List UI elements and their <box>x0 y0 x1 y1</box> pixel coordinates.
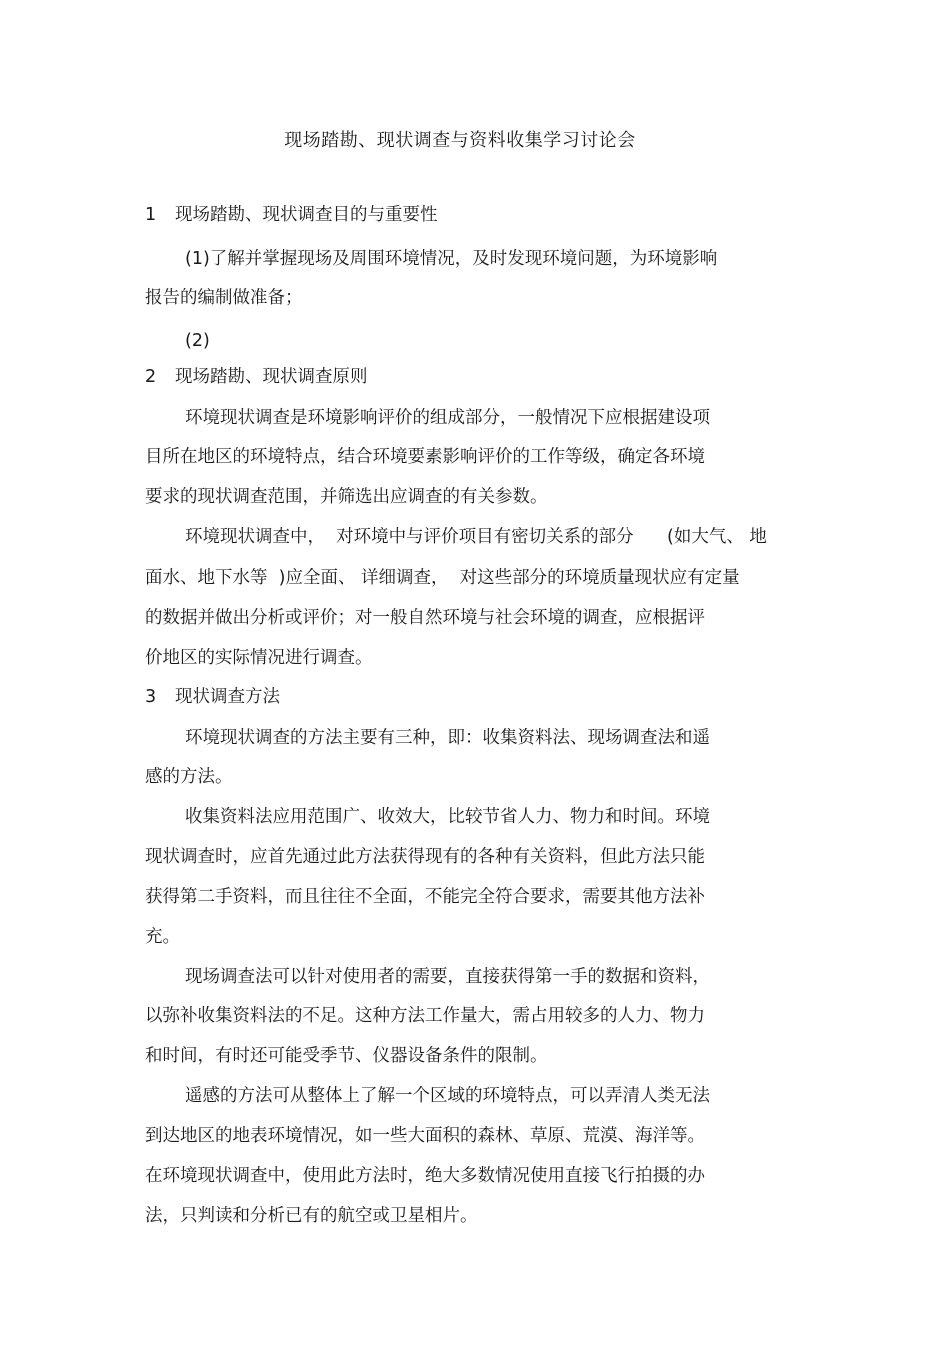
section-heading <box>145 684 280 710</box>
paragraph-line: 环境现状调查中， 对环境中与评价项目有密切关系的部分 (如大气、 地 <box>185 527 767 547</box>
paragraph-line: 环境现状调查是环境影响评价的组成部分，一般情况下应根据建设项 <box>185 408 710 428</box>
paragraph-line: 的数据并做出分析或评价；对一般自然环境与社会环境的调查，应根据评 <box>145 608 705 628</box>
section-number: 2 <box>145 367 157 387</box>
paragraph-line: 价地区的实际情况进行调查。 <box>145 648 373 668</box>
document-title: 现场踏勘、现状调查与资料收集学习讨论会 <box>284 130 636 151</box>
paragraph-line: 感的方法。 <box>145 767 233 787</box>
section-number: 3 <box>145 687 157 707</box>
section-title: 现场踏勘、现状调查目的与重要性 <box>175 205 438 225</box>
paragraph-line: 到达地区的地表环境情况，如一些大面积的森林、草原、荒漠、海洋等。 <box>145 1126 705 1146</box>
paragraph-line: 目所在地区的环境特点，结合环境要素影响评价的工作等级，确定各环境 <box>145 447 705 467</box>
paragraph-line: 面水、地下水等 )应全面、 详细调查， 对这些部分的环境质量现状应有定量 <box>145 568 740 588</box>
paragraph-line: 收集资料法应用范围广、收效大，比较节省人力、物力和时间。环境 <box>185 807 710 827</box>
paragraph-line: 环境现状调查的方法主要有三种，即：收集资料法、现场调查法和遥 <box>185 728 710 748</box>
paragraph-line: 以弥补收集资料法的不足。这种方法工作量大，需占用较多的人力、物力 <box>145 1006 705 1026</box>
paragraph-line: 法，只判读和分析已有的航空或卫星相片。 <box>145 1206 478 1226</box>
section-title: 现场踏勘、现状调查原则 <box>175 367 368 387</box>
paragraph-line: 要求的现状调查范围，并筛选出应调查的有关参数。 <box>145 487 548 507</box>
paragraph-line: 在环境现状调查中，使用此方法时，绝大多数情况使用直接飞行拍摄的办 <box>145 1166 705 1186</box>
section-number: 1 <box>145 205 157 225</box>
section-heading <box>145 202 438 228</box>
section-heading <box>145 364 368 390</box>
paragraph-line: 现状调查时，应首先通过此方法获得现有的各种有关资料，但此方法只能 <box>145 847 705 867</box>
paragraph-line: 报告的编制做准备； <box>145 288 303 308</box>
paragraph-line: 获得第二手资料，而且往往不全面，不能完全符合要求，需要其他方法补 <box>145 887 705 907</box>
paragraph-line: 和时间，有时还可能受季节、仪器设备条件的限制。 <box>145 1046 548 1066</box>
paragraph-line: 遥感的方法可从整体上了解一个区域的环境特点，可以弄清人类无法 <box>185 1086 710 1106</box>
paragraph-line: 充。 <box>145 927 180 947</box>
paragraph-line: (2) <box>185 331 210 351</box>
paragraph-line: (1)了解并掌握现场及周围环境情况，及时发现环境问题，为环境影响 <box>185 249 718 269</box>
section-title: 现状调查方法 <box>175 687 280 707</box>
paragraph-line: 现场调查法可以针对使用者的需要，直接获得第一手的数据和资料， <box>185 967 710 987</box>
